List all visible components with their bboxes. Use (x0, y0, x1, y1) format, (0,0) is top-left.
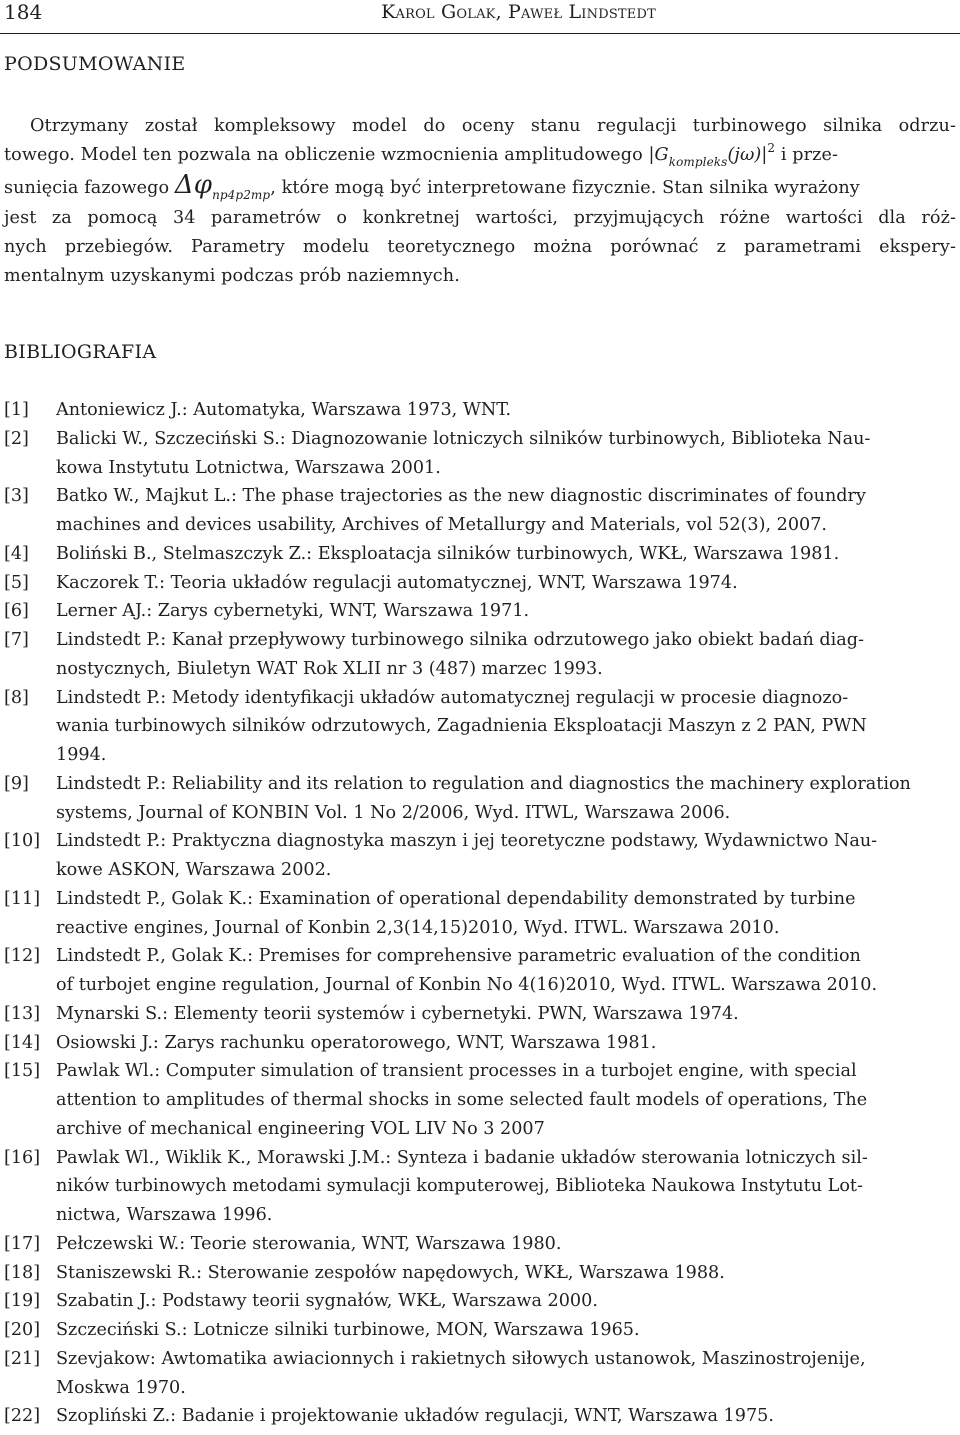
running-head: Karol Golak, Paweł Lindstedt (381, 1, 656, 23)
summary-line (4, 141, 956, 171)
reference-text: Lindstedt P.: Kanał przepływowy turbinowego silnika odrzutowego jako obiekt badań diag- nostycznych, Biuletyn WAT Rok XLII nr 3 (487) marzec 1993. (56, 630, 864, 679)
reference-number: [10] (4, 831, 41, 852)
reference-item (4, 396, 956, 425)
reference-text: Mynarski S.: Elementy teorii systemów i cybernetyki. PWN, Warszawa 1974. (56, 1003, 739, 1024)
reference-number: [6] (4, 601, 29, 622)
reference-number: [20] (4, 1320, 41, 1340)
section-title-bibliography: BIBLIOGRAFIA (4, 341, 157, 363)
reference-item (4, 425, 956, 483)
reference-item (4, 942, 956, 1000)
reference-text: Lerner AJ.: Zarys cybernetyki, WNT, Warszawa 1971. (56, 601, 530, 622)
reference-item (4, 1402, 956, 1431)
reference-item (4, 770, 956, 828)
phase-symbol: Δφ (174, 170, 213, 200)
reference-text: Antoniewicz J.: Automatyka, Warszawa 1973, WNT. (56, 400, 512, 420)
reference-text: Pawlak Wl.: Computer simulation of transient processes in a turbojet engine, with special attention to amplitudes of thermal shocks in some selected fault models of operations, The archive of mechanical engineering VOL LIV No 3 2007 (56, 1061, 868, 1139)
reference-text: Lindstedt P., Golak K.: Examination of operational dependability demonstrated by turbine reactive engines, Journal of Konbin 2,3(14,15)2010, Wyd. ITWL. Warszawa 2010. (56, 888, 856, 938)
reference-number: [12] (4, 946, 41, 967)
reference-text: Szevjakow: Awtomatika awiacionnych i rakietnych siłowych ustanowok, Maszinostrojenije, Moskwa 1970. (56, 1348, 866, 1398)
reference-number: [3] (4, 486, 29, 507)
gain-power: 2 (767, 141, 776, 155)
reference-number: [2] (4, 428, 29, 449)
reference-text: Pawlak Wl., Wiklik K., Morawski J.M.: Synteza i badanie układów sterowania lotniczych sil- ników turbinowych metodami symulacji komputerowej, Biblioteka Naukowa Instytutu Lot- nictwa, Warszawa 1996. (56, 1147, 868, 1225)
reference-text: Lindstedt P.: Praktyczna diagnostyka maszyn i jej teoretyczne podstawy, Wydawnictwo Nau- kowe ASKON, Warszawa 2002. (56, 831, 878, 880)
reference-text: Lindstedt P.: Reliability and its relation to regulation and diagnostics the machinery exploration systems, Journal of KONBIN Vol. 1 No 2/2006, Wyd. ITWL, Warszawa 2006. (56, 773, 911, 823)
reference-number: [13] (4, 1003, 41, 1024)
reference-item (4, 1230, 956, 1259)
summary-text: i prze- (780, 145, 839, 165)
reference-item (4, 1144, 956, 1230)
summary-line: Otrzymany został kompleksowy model do oceny stanu regulacji turbinowego silnika odrzu- (30, 116, 956, 136)
reference-item (4, 540, 956, 569)
reference-text: Staniszewski R.: Sterowanie zespołów napędowych, WKŁ, Warszawa 1988. (56, 1262, 725, 1283)
reference-number: [7] (4, 630, 29, 650)
reference-number: [21] (4, 1348, 41, 1369)
reference-item (4, 827, 956, 885)
page-header (0, 0, 960, 40)
reference-number: [1] (4, 400, 29, 420)
reference-item (4, 684, 956, 770)
gain-subscript: kompleks (668, 155, 728, 169)
summary-line: jest za pomocą 34 parametrów o konkretnej wartości, przyjmujących różne wartości dla róż- (4, 208, 956, 228)
reference-text: Batko W., Majkut L.: The phase trajectories as the new diagnostic discriminates of foundry machines and devices usability, Archives of Metallurgy and Materials, vol 52(3), 2007. (56, 486, 866, 535)
phase-formula (174, 170, 271, 202)
reference-text: Lindstedt P., Golak K.: Premises for comprehensive parametric evaluation of the condition of turbojet engine regulation, Journal of Konbin No 4(16)2010, Wyd. ITWL. Warszawa 2010. (56, 946, 878, 995)
reference-number: [18] (4, 1262, 41, 1283)
reference-number: [9] (4, 773, 29, 794)
reference-number: [16] (4, 1147, 41, 1168)
reference-item (4, 1316, 956, 1345)
reference-item (4, 1000, 956, 1029)
reference-item (4, 1259, 956, 1288)
reference-number: [19] (4, 1291, 41, 1312)
summary-text: sunięcia fazowego (4, 178, 175, 198)
reference-item (4, 885, 956, 943)
summary-text: , które mogą być interpretowane fizycznie. Stan silnika wyrażony (270, 178, 860, 198)
reference-number: [8] (4, 687, 29, 708)
gain-symbol: G (654, 145, 669, 165)
reference-number: [14] (4, 1032, 41, 1053)
reference-number: [22] (4, 1406, 41, 1427)
summary-line (4, 171, 956, 204)
summary-text: towego. Model ten pozwala na obliczenie wzmocnienia amplitudowego (4, 145, 649, 165)
header-rule (0, 33, 960, 34)
section-title-summary: PODSUMOWANIE (4, 53, 186, 75)
bibliography-list (4, 396, 956, 1431)
reference-number: [15] (4, 1061, 41, 1082)
page-number: 184 (4, 0, 43, 24)
reference-number: [4] (4, 543, 29, 564)
gain-argument: (jω) (727, 145, 762, 165)
reference-text: Boliński B., Stelmaszczyk Z.: Eksploatacja silników turbinowych, WKŁ, Warszawa 1981. (56, 543, 840, 564)
reference-text: Szczeciński S.: Lotnicze silniki turbinowe, MON, Warszawa 1965. (56, 1320, 640, 1340)
summary-paragraph (4, 112, 956, 291)
reference-item (4, 626, 956, 684)
reference-item (4, 1345, 956, 1403)
summary-line: mentalnym uzyskanymi podczas prób naziemnych. (4, 266, 460, 286)
gain-formula: $|G_{kompleks}(j\omega)|^2$ (648, 141, 776, 169)
summary-line: nych przebiegów. Parametry modelu teoretycznego można porównać z parametrami ekspery- (4, 237, 956, 257)
reference-item (4, 1057, 956, 1143)
reference-item (4, 1287, 956, 1316)
reference-item (4, 597, 956, 626)
reference-number: [17] (4, 1233, 41, 1254)
reference-item (4, 482, 956, 540)
phase-subscript: np4p2mp (212, 188, 271, 202)
reference-text: Lindstedt P.: Metody identyfikacji układów automatycznej regulacji w procesie diagnozo- wania turbinowych silników odrzutowych, Zagadnienia Eksploatacji Maszyn z 2 PAN, PWN 1994. (56, 687, 867, 765)
reference-number: [11] (4, 888, 41, 909)
reference-text: Pełczewski W.: Teorie sterowania, WNT, Warszawa 1980. (56, 1233, 562, 1254)
reference-item (4, 569, 956, 598)
reference-number: [5] (4, 572, 29, 593)
reference-text: Kaczorek T.: Teoria układów regulacji automatycznej, WNT, Warszawa 1974. (56, 572, 738, 593)
reference-text: Balicki W., Szczeciński S.: Diagnozowanie lotniczych silników turbinowych, Biblioteka Nau- kowa Instytutu Lotnictwa, Warszawa 2001. (56, 428, 871, 478)
reference-item (4, 1029, 956, 1058)
reference-text: Osiowski J.: Zarys rachunku operatorowego, WNT, Warszawa 1981. (56, 1032, 657, 1053)
reference-text: Szopliński Z.: Badanie i projektowanie układów regulacji, WNT, Warszawa 1975. (56, 1406, 774, 1427)
reference-text: Szabatin J.: Podstawy teorii sygnałów, WKŁ, Warszawa 2000. (56, 1291, 598, 1312)
